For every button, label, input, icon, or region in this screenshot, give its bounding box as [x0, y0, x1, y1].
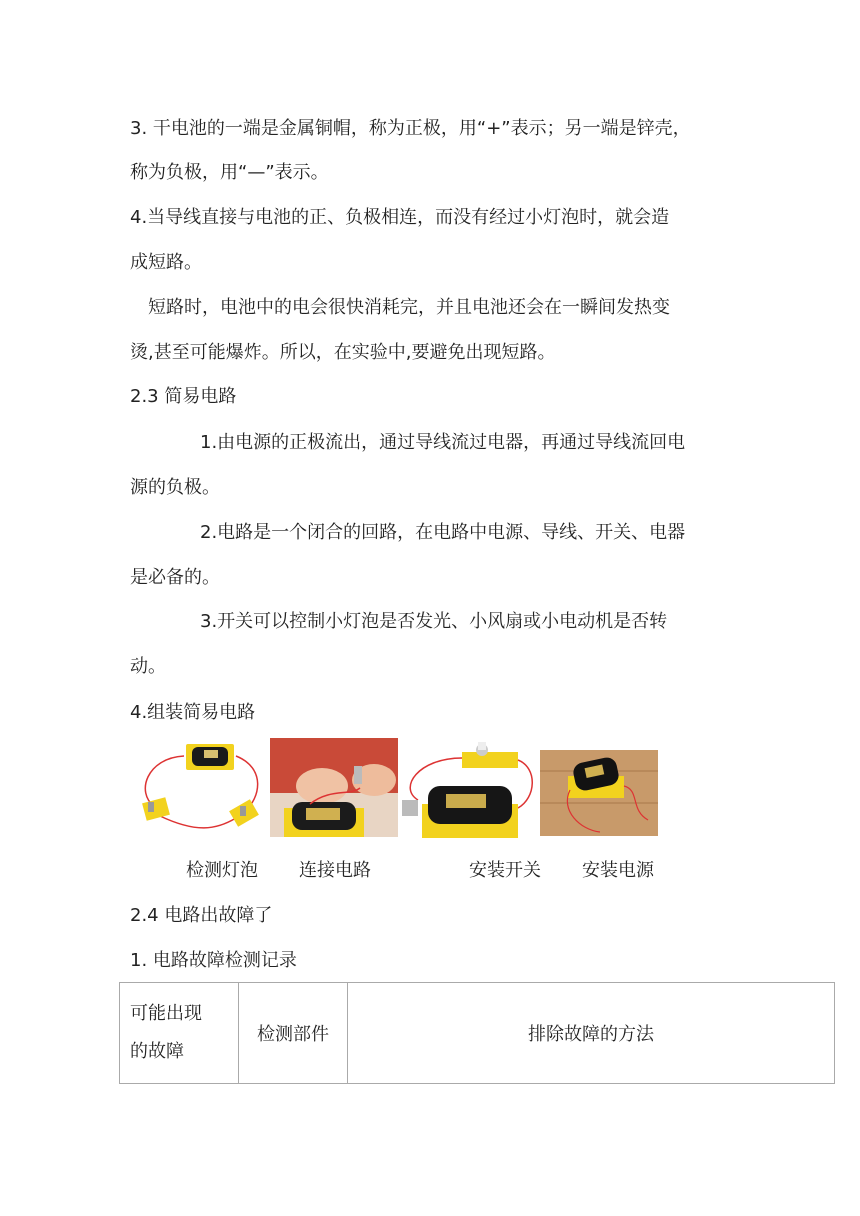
text-line: 成短路。: [130, 252, 202, 273]
photo-install-switch: [398, 738, 538, 838]
photo-connect-circuit: [270, 738, 398, 837]
text-line: 动。: [130, 656, 166, 677]
photo-check-bulb: [136, 738, 268, 838]
section-heading: 2.4 电路出故障了: [130, 905, 273, 926]
text-line: 源的负极。: [130, 477, 220, 498]
photo-install-power: [540, 750, 658, 836]
text-line: 3.开关可以控制小灯泡是否发光、小风扇或小电动机是否转: [200, 611, 668, 632]
header-possible-fault: [120, 983, 239, 1084]
caption-install-switch: 安装开关: [469, 860, 541, 881]
text-line: 短路时，电池中的电会很快消耗完，并且电池还会在一瞬间发热变: [148, 297, 670, 318]
caption-install-power: 安装电源: [582, 860, 654, 881]
subsection-heading: 4.组装简易电路: [130, 702, 256, 723]
header-possible-fault-line1: 可能出现: [130, 1003, 202, 1024]
text-line: 2.电路是一个闭合的回路，在电路中电源、导线、开关、电器: [200, 522, 686, 543]
text-line: 1.由电源的正极流出，通过导线流过电器，再通过导线流回电: [200, 432, 686, 453]
text-line: 烫,甚至可能爆炸。所以，在实验中,要避免出现短路。: [130, 342, 556, 363]
subsection-heading: 1. 电路故障检测记录: [130, 950, 297, 971]
text-line: 4.当导线直接与电池的正、负极相连，而没有经过小灯泡时，就会造: [130, 207, 670, 228]
caption-check-bulb: 检测灯泡: [186, 860, 258, 881]
section-heading: 2.3 简易电路: [130, 386, 237, 407]
fault-record-table: [119, 982, 835, 1084]
header-possible-fault-line2: 的故障: [130, 1041, 184, 1062]
header-fix-method: 排除故障的方法: [348, 983, 835, 1084]
table-header-row: [120, 983, 835, 1084]
text-line: 3. 干电池的一端是金属铜帽，称为正极，用“+”表示；另一端是锌壳，: [130, 118, 691, 139]
text-line: 是必备的。: [130, 567, 220, 588]
caption-connect-circuit: 连接电路: [299, 860, 371, 881]
text-line: 称为负极，用“—”表示。: [130, 162, 329, 183]
header-detect-part: 检测部件: [239, 983, 348, 1084]
